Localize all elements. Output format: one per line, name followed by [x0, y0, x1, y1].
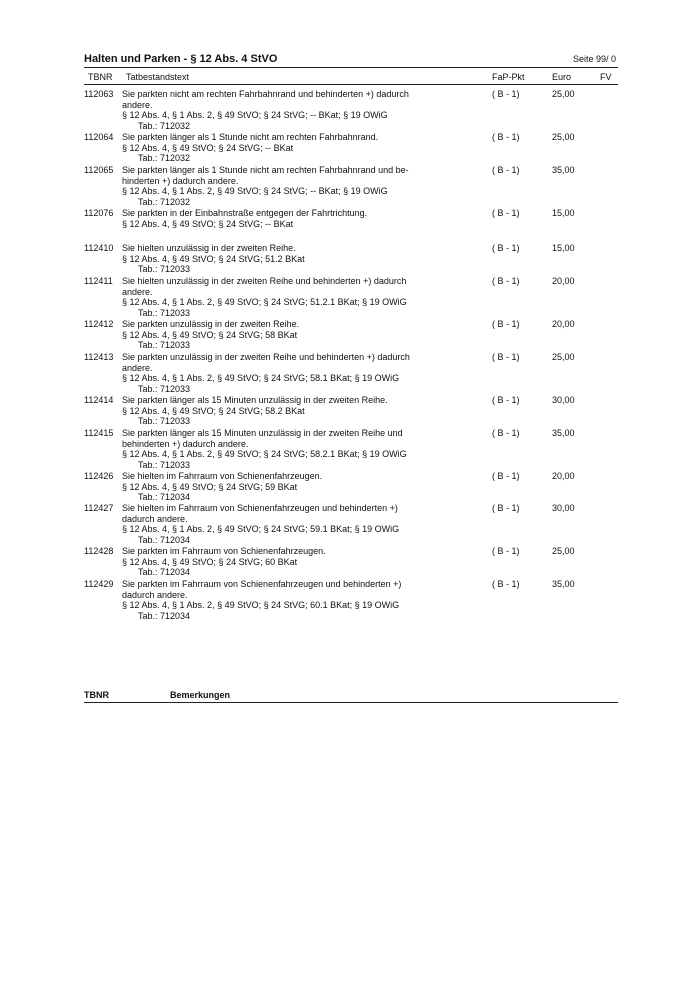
- entry-euro: 25,00: [552, 352, 575, 362]
- entry-tab: Tab.: 712033: [138, 459, 191, 470]
- entry-line: andere.: [122, 286, 153, 297]
- entry-line: § 12 Abs. 4, § 49 StVO; § 24 StVG; 58.2 BKat: [122, 405, 305, 416]
- entry-tab: Tab.: 712033: [138, 340, 191, 351]
- entry-tbnr: 112412: [84, 319, 114, 329]
- entry-line: Sie parkten unzulässig in der zweiten Reihe.: [122, 319, 300, 329]
- entry-tbnr: 112413: [84, 352, 114, 362]
- page-number: Seite 99/ 0: [572, 54, 616, 64]
- footer-remarks: Bemerkungen: [170, 690, 231, 700]
- entry-tab: Tab.: 712034: [138, 534, 191, 545]
- entry-tbnr: 112414: [84, 395, 114, 405]
- entry-tbnr: 112428: [84, 546, 114, 556]
- entry-tab: Tab.: 712032: [138, 196, 191, 207]
- entry-tbnr: 112064: [84, 132, 114, 142]
- entry-euro: 35,00: [552, 428, 575, 438]
- entry-fap-pkt: ( B - 1): [492, 428, 520, 438]
- entry-text: [122, 165, 432, 207]
- entry-line: § 12 Abs. 4, § 49 StVO; § 24 StVG; -- BKat: [122, 142, 294, 153]
- entry-line: Sie hielten unzulässig in der zweiten Reihe.: [122, 243, 296, 253]
- entry-tab: Tab.: 712032: [138, 153, 191, 164]
- entry-line: Sie parkten im Fahrraum von Schienenfahrzeugen und behinderten +): [122, 579, 402, 589]
- col-fv: FV: [600, 72, 612, 82]
- entry-tab: Tab.: 712033: [138, 307, 191, 318]
- col-fap: FaP-Pkt: [492, 72, 525, 82]
- entry-fap-pkt: ( B - 1): [492, 395, 520, 405]
- entry-text: [122, 243, 432, 275]
- entry-tab: Tab.: 712033: [138, 264, 191, 275]
- entry-text: [122, 276, 432, 318]
- entry-line: § 12 Abs. 4, § 49 StVO; § 24 StVG; -- BKat: [122, 218, 294, 229]
- entry-tbnr: 112411: [84, 276, 113, 286]
- entry-fap-pkt: ( B - 1): [492, 165, 520, 175]
- entry-euro: 25,00: [552, 89, 575, 99]
- entry-line: § 12 Abs. 4, § 49 StVO; § 24 StVG; 60 BKat: [122, 556, 298, 567]
- entry-euro: 30,00: [552, 503, 575, 513]
- entry-line: § 12 Abs. 4, § 1 Abs. 2, § 49 StVO; § 24 StVG; -- BKat; § 19 OWiG: [122, 110, 388, 121]
- entry-tab: Tab.: 712034: [138, 492, 191, 503]
- entry-line: behinderten +) dadurch andere.: [122, 438, 249, 449]
- entry-line: § 12 Abs. 4, § 1 Abs. 2, § 49 StVO; § 24 StVG; 51.2.1 BKat; § 19 OWiG: [122, 297, 407, 308]
- entry-tab: Tab.: 712032: [138, 120, 191, 131]
- entry-euro: 15,00: [552, 243, 575, 253]
- entry-text: [122, 503, 432, 545]
- entry-text: [122, 132, 432, 164]
- entry-line: Sie parkten unzulässig in der zweiten Reihe und behinderten +) dadurch: [122, 352, 410, 362]
- entry-text: [122, 208, 432, 229]
- entry-euro: 25,00: [552, 132, 575, 142]
- entry-line: Sie parkten länger als 1 Stunde nicht am rechten Fahrbahnrand und be-: [122, 165, 409, 175]
- entry-tbnr: 112429: [84, 579, 114, 589]
- entry-fap-pkt: ( B - 1): [492, 89, 520, 99]
- entry-line: § 12 Abs. 4, § 1 Abs. 2, § 49 StVO; § 24 StVG; 58.1 BKat; § 19 OWiG: [122, 373, 400, 384]
- entry-line: § 12 Abs. 4, § 49 StVO; § 24 StVG; 58 BKat: [122, 329, 298, 340]
- col-euro: Euro: [552, 72, 572, 82]
- entry-line: Sie parkten länger als 1 Stunde nicht am rechten Fahrbahnrand.: [122, 132, 379, 142]
- entry-line: § 12 Abs. 4, § 1 Abs. 2, § 49 StVO; § 24 StVG; 58.2.1 BKat; § 19 OWiG: [122, 449, 407, 460]
- entry-euro: 35,00: [552, 579, 575, 589]
- entry-tab: Tab.: 712033: [138, 416, 191, 427]
- entry-fap-pkt: ( B - 1): [492, 208, 520, 218]
- entry-line: andere.: [122, 99, 153, 110]
- entry-euro: 15,00: [552, 208, 575, 218]
- entry-line: § 12 Abs. 4, § 49 StVO; § 24 StVG; 51.2 BKat: [122, 253, 305, 264]
- entry-fap-pkt: ( B - 1): [492, 319, 520, 329]
- entry-fap-pkt: ( B - 1): [492, 243, 520, 253]
- column-rule: [84, 84, 618, 85]
- entry-euro: 30,00: [552, 395, 575, 405]
- entry-line: Sie hielten unzulässig in der zweiten Reihe und behinderten +) dadurch: [122, 276, 407, 286]
- footer-tbnr: TBNR: [84, 690, 109, 700]
- entry-line: § 12 Abs. 4, § 1 Abs. 2, § 49 StVO; § 24 StVG; -- BKat; § 19 OWiG: [122, 186, 388, 197]
- entry-fap-pkt: ( B - 1): [492, 546, 520, 556]
- col-tbnr: TBNR: [88, 72, 113, 82]
- col-text: Tatbestandstext: [126, 72, 190, 82]
- entry-line: Sie parkten nicht am rechten Fahrbahnrand und behinderten +) dadurch: [122, 89, 409, 99]
- entry-euro: 20,00: [552, 276, 575, 286]
- entry-text: [122, 471, 432, 503]
- entry-line: dadurch andere.: [122, 513, 188, 524]
- entry-line: Sie hielten im Fahrraum von Schienenfahrzeugen.: [122, 471, 323, 481]
- entry-euro: 35,00: [552, 165, 575, 175]
- entry-line: hinderten +) dadurch andere.: [122, 175, 239, 186]
- entry-line: § 12 Abs. 4, § 1 Abs. 2, § 49 StVO; § 24 StVG; 59.1 BKat; § 19 OWiG: [122, 524, 400, 535]
- entry-tab: Tab.: 712034: [138, 610, 191, 621]
- entry-text: [122, 546, 432, 578]
- entry-fap-pkt: ( B - 1): [492, 276, 520, 286]
- entry-tbnr: 112426: [84, 471, 114, 481]
- entry-tbnr: 112076: [84, 208, 114, 218]
- entry-line: Sie parkten in der Einbahnstraße entgegen der Fahrtrichtung.: [122, 208, 368, 218]
- entry-text: [122, 579, 432, 621]
- entry-tbnr: 112415: [84, 428, 114, 438]
- entry-line: § 12 Abs. 4, § 49 StVO; § 24 StVG; 59 BKat: [122, 481, 298, 492]
- entry-line: Sie hielten im Fahrraum von Schienenfahrzeugen und behinderten +): [122, 503, 398, 513]
- entry-fap-pkt: ( B - 1): [492, 352, 520, 362]
- entry-line: dadurch andere.: [122, 589, 188, 600]
- entry-line: Sie parkten im Fahrraum von Schienenfahrzeugen.: [122, 546, 326, 556]
- entry-line: § 12 Abs. 4, § 1 Abs. 2, § 49 StVO; § 24 StVG; 60.1 BKat; § 19 OWiG: [122, 600, 400, 611]
- entry-text: [122, 319, 432, 351]
- footer-rule: [84, 702, 618, 703]
- entry-fap-pkt: ( B - 1): [492, 471, 520, 481]
- entry-text: [122, 428, 432, 470]
- entry-text: [122, 352, 432, 394]
- entry-tbnr: 112063: [84, 89, 114, 99]
- entry-fap-pkt: ( B - 1): [492, 503, 520, 513]
- entry-line: andere.: [122, 362, 153, 373]
- entry-tbnr: 112427: [84, 503, 114, 513]
- page-title: Halten und Parken - § 12 Abs. 4 StVO: [84, 53, 278, 65]
- entry-tbnr: 112410: [84, 243, 114, 253]
- entry-line: Sie parkten länger als 15 Minuten unzulässig in der zweiten Reihe.: [122, 395, 388, 405]
- entry-fap-pkt: ( B - 1): [492, 132, 520, 142]
- entry-tab: Tab.: 712034: [138, 567, 191, 578]
- entry-euro: 20,00: [552, 471, 575, 481]
- header-rule: [84, 67, 618, 68]
- entry-text: [122, 89, 432, 131]
- entry-tbnr: 112065: [84, 165, 114, 175]
- entry-tab: Tab.: 712033: [138, 383, 191, 394]
- entry-text: [122, 395, 432, 427]
- entry-euro: 25,00: [552, 546, 575, 556]
- entry-euro: 20,00: [552, 319, 575, 329]
- entry-fap-pkt: ( B - 1): [492, 579, 520, 589]
- entry-line: Sie parkten länger als 15 Minuten unzulässig in der zweiten Reihe und: [122, 428, 403, 438]
